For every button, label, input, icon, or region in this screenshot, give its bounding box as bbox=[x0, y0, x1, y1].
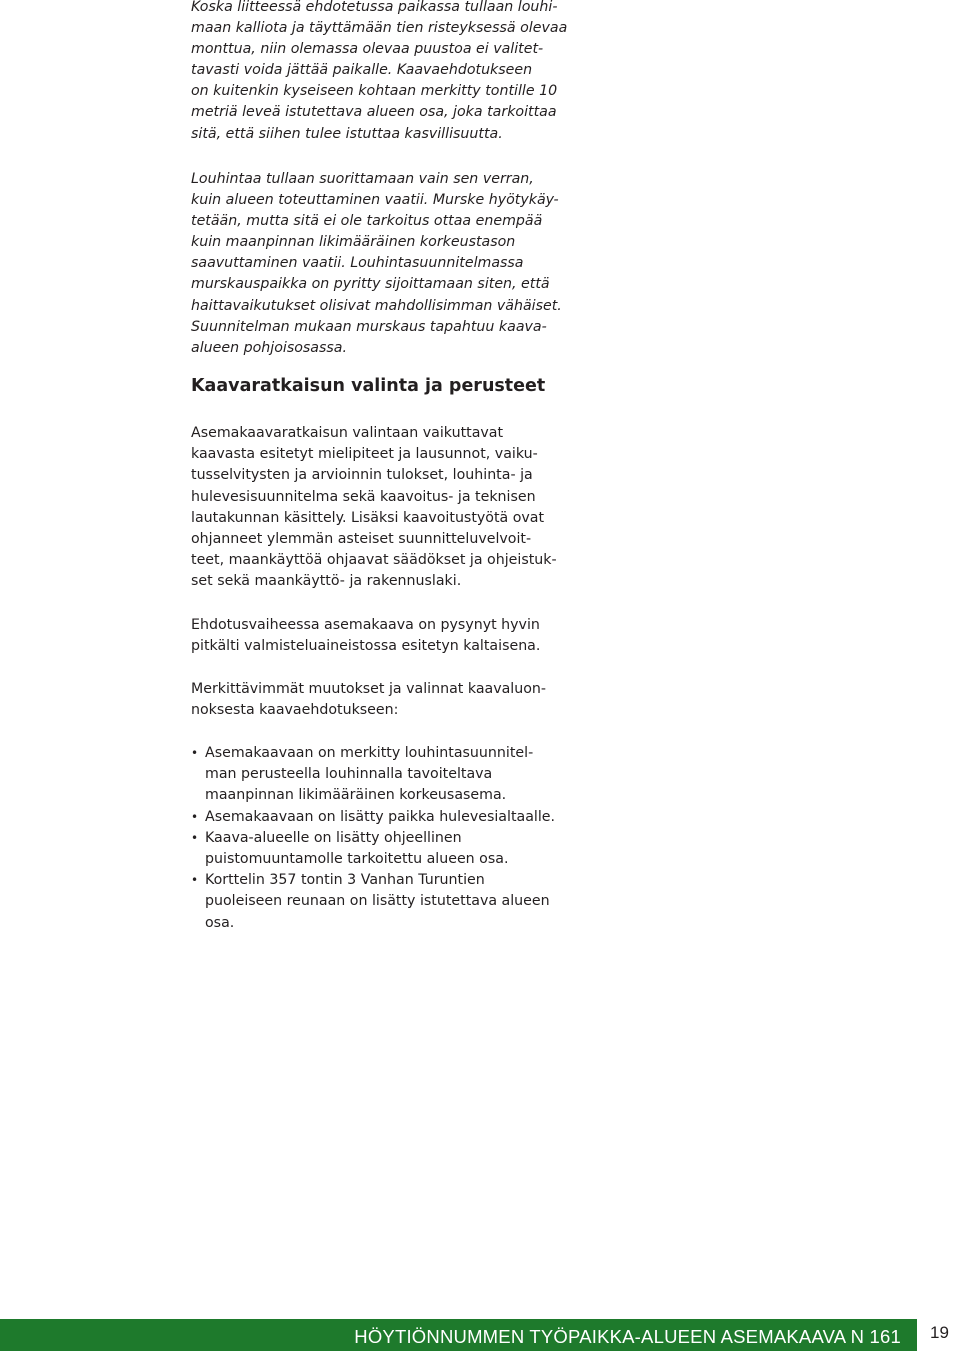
text-line: Louhintaa tullaan suorittamaan vain sen verran, bbox=[191, 171, 534, 187]
document-title: HÖYTIÖNNUMMEN TYÖPAIKKA-ALUEEN ASEMAKAAVA N 161 bbox=[354, 1326, 901, 1347]
text-line: hulevesisuunnitelma sekä kaavoitus- ja teknisen bbox=[191, 488, 536, 505]
page-number: 19 bbox=[930, 1323, 949, 1342]
list-item bbox=[191, 870, 555, 934]
text-line: tavasti voida jättää paikalle. Kaavaehdotukseen bbox=[191, 62, 533, 79]
text-line: Ehdotusvaiheessa asemakaava on pysynyt hyvin bbox=[191, 617, 540, 633]
proposal-paragraph bbox=[191, 615, 541, 657]
text-line: saavuttaminen vaatii. Louhintasuunnitelmassa bbox=[191, 255, 524, 272]
text-line: Koska liitteessä ehdotetussa paikassa tullaan louhi- bbox=[191, 0, 558, 15]
text-line: tetään, mutta sitä ei ole tarkoitus ottaa enempää bbox=[191, 213, 543, 230]
text-line: maan kalliota ja täyttämään tien risteyksessä olevaa bbox=[191, 20, 568, 37]
footer-band bbox=[0, 1319, 917, 1351]
text-line: ohjanneet ylemmän asteiset suunnitteluvelvoit- bbox=[191, 531, 532, 548]
selection-paragraph bbox=[191, 423, 557, 593]
text-line: kuin alueen toteuttaminen vaatii. Murske hyötykäy- bbox=[191, 192, 559, 209]
list-item bbox=[191, 743, 555, 807]
text-line: lautakunnan käsittely. Lisäksi kaavoitustyötä ovat bbox=[191, 509, 545, 526]
text-line: on kuitenkin kyseiseen kohtaan merkitty tontille 10 bbox=[191, 83, 558, 100]
text-line: murskauspaikka on pyritty sijoittamaan siten, että bbox=[191, 276, 550, 293]
text-line: osa. bbox=[205, 914, 235, 931]
text-line: pitkälti valmisteluaineistossa esitetyn kaltaisena. bbox=[191, 638, 541, 655]
text-line: sitä, että siihen tulee istuttaa kasvillisuutta. bbox=[191, 125, 503, 142]
section-heading: Kaavaratkaisun valinta ja perusteet bbox=[191, 376, 546, 396]
text-line: kuin maanpinnan likimääräinen korkeustason bbox=[191, 234, 516, 251]
text-line: Merkittävimmät muutokset ja valinnat kaavaluon- bbox=[191, 681, 547, 697]
text-line: • Kaava-alueelle on lisätty ohjeellinen bbox=[205, 829, 462, 846]
list-item bbox=[191, 807, 555, 828]
text-line: teet, maankäyttöä ohjaavat säädökset ja ohjeistuk- bbox=[191, 552, 557, 569]
text-line: Suunnitelman mukaan murskaus tapahtuu kaava- bbox=[191, 318, 547, 335]
text-line: noksesta kaavaehdotukseen: bbox=[191, 702, 399, 719]
text-line: puoleiseen reunaan on lisätty istutettava alueen bbox=[205, 893, 550, 910]
text-line: • Asemakaavaan on merkitty louhintasuunnitel- bbox=[205, 745, 534, 761]
text-line: set sekä maankäyttö- ja rakennuslaki. bbox=[191, 573, 462, 590]
text-line: alueen pohjoisosassa. bbox=[191, 339, 347, 356]
text-line: monttua, niin olemassa olevaa puustoa ei valitet- bbox=[191, 41, 544, 58]
text-line: puistomuuntamolle tarkoitettu alueen osa. bbox=[205, 851, 509, 868]
changes-list bbox=[191, 743, 555, 934]
text-line: tusselvitysten ja arvioinnin tulokset, louhinta- ja bbox=[191, 467, 533, 484]
text-line: metriä leveä istutettava alueen osa, joka tarkoittaa bbox=[191, 104, 557, 121]
text-line: haittavaikutukset olisivat mahdollisimman vähäiset. bbox=[191, 297, 562, 314]
list-item bbox=[191, 828, 555, 870]
text-line: Asemakaavaratkaisun valintaan vaikuttavat bbox=[191, 425, 504, 441]
text-line: • Korttelin 357 tontin 3 Vanhan Turuntien bbox=[205, 872, 485, 889]
quarrying-paragraph bbox=[191, 169, 562, 359]
changes-intro-paragraph bbox=[191, 679, 547, 721]
intro-paragraph bbox=[191, 0, 568, 145]
text-line: • Asemakaavaan on lisätty paikka hulevesialtaalle. bbox=[205, 808, 556, 825]
text-line: kaavasta esitetyt mielipiteet ja lausunnot, vaiku- bbox=[191, 446, 538, 463]
text-line: man perusteella louhinnalla tavoiteltava bbox=[205, 766, 493, 783]
text-line: maanpinnan likimääräinen korkeusasema. bbox=[205, 787, 507, 804]
